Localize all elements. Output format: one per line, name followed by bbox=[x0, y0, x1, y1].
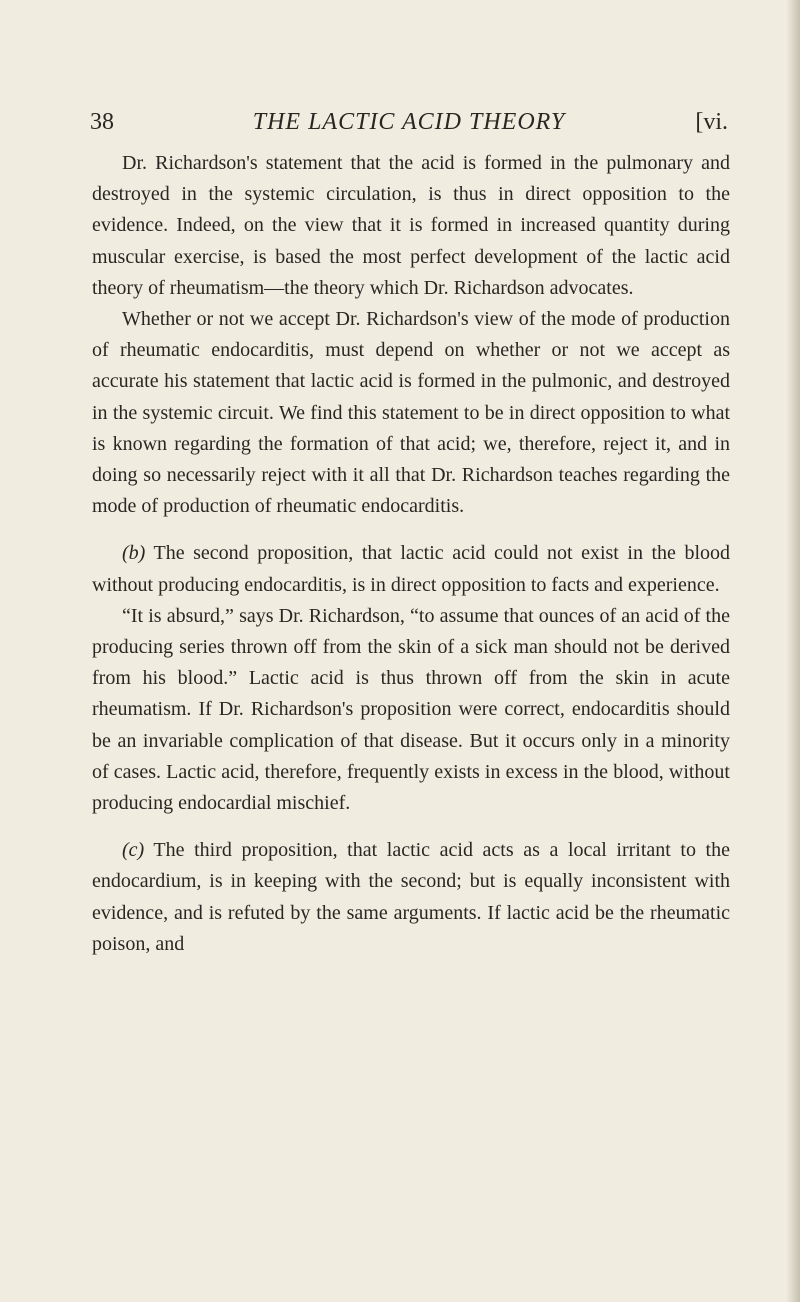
paragraph-proposition-b bbox=[92, 538, 730, 600]
paragraph-text: Whether or not we accept Dr. Richardson's view of the mode of production of rheumatic endocarditis, must depend on whether or not we accept as accurate his statement that lactic acid is formed in the pulmonic, and destroyed in the systemic circuit. We find this statement to be in direct opposition to what is known regarding the formation of that acid; we, therefore, reject it, and in doing so necessarily reject with it all that Dr. Richardson teaches regarding the mode of production of rheumatic endocarditis. bbox=[92, 308, 730, 518]
paragraph-text: The second proposition, that lactic acid could not exist in the blood without producing endocarditis, is in direct opposition to facts and experience. bbox=[92, 542, 730, 596]
page-number: 38 bbox=[90, 109, 114, 135]
proposition-label: (b) bbox=[122, 542, 146, 565]
paragraph-text: The third proposition, that lactic acid acts as a local irritant to the endocardium, is in keeping with the second; but is equally inconsistent with evidence, and is refuted by the same arguments. If lactic acid be the rheumatic poison, and bbox=[92, 839, 730, 955]
paragraph-text: “It is absurd,” says Dr. Richardson, “to assume that ounces of an acid of the producing series thrown off from the skin of a sick man should not be derived from his blood.” Lactic acid is thus thrown off from the skin in acute rheumatism. If Dr. Richardson's proposition were correct, endocarditis should be an invariable complication of that disease. But it occurs only in a minority of cases. Lactic acid, therefore, frequently exists in excess in the blood, without producing endocardial mischief. bbox=[92, 604, 730, 815]
chapter-mark: [vi. bbox=[695, 109, 728, 135]
running-header bbox=[90, 109, 728, 141]
paragraph-text: Dr. Richardson's statement that the acid is formed in the pulmonary and destroyed in the systemic circulation, is thus in direct opposition to the evidence. Indeed, on the view that it is formed in increased quantity during muscular exercise, is based the most perfect development of the lactic acid theory of rheumatism—the theory which Dr. Richardson advocates. bbox=[92, 152, 730, 299]
paragraph-it-is-absurd bbox=[92, 601, 730, 819]
running-title: THE LACTIC ACID THEORY bbox=[252, 109, 566, 135]
body-text bbox=[92, 148, 730, 960]
proposition-label: (c) bbox=[122, 839, 145, 862]
paragraph-richardson-statement bbox=[92, 148, 730, 304]
paragraph-proposition-c bbox=[92, 835, 730, 960]
paragraph-whether-or-not bbox=[92, 304, 730, 522]
page-edge-shadow bbox=[786, 0, 800, 1302]
